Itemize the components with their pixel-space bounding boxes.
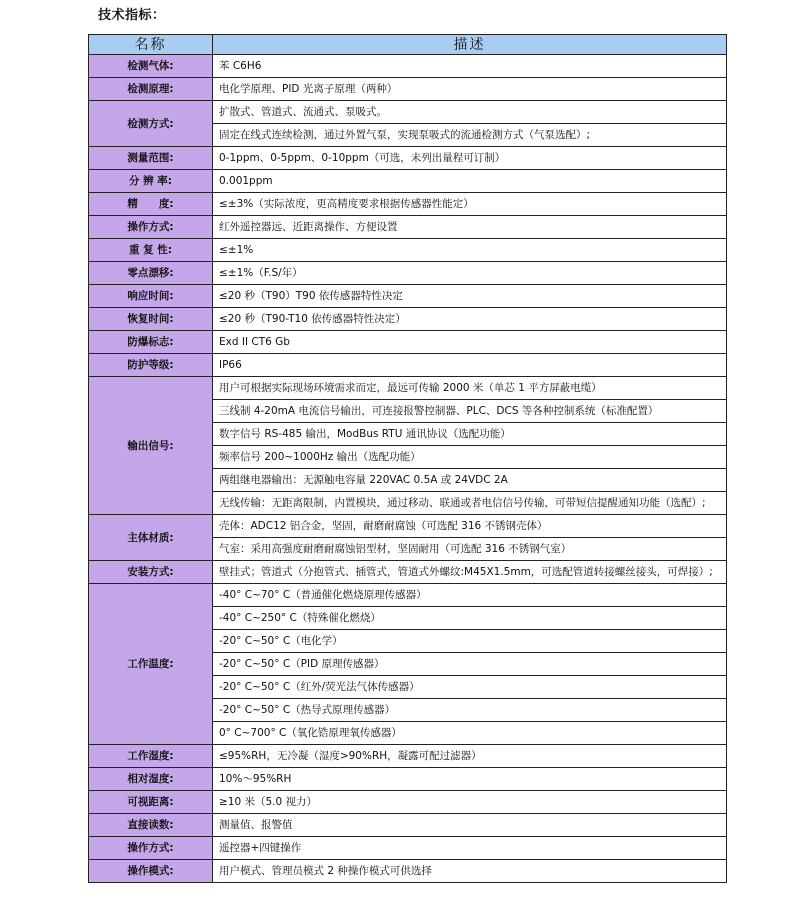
spec-value: Exd II CT6 Gb — [213, 331, 727, 354]
spec-label: 操作方式: — [89, 837, 213, 860]
table-row — [89, 515, 727, 538]
table-row — [89, 331, 727, 354]
spec-value: 气室：采用高强度耐磨耐腐蚀铝型材，坚固耐用（可选配 316 不锈钢气室） — [213, 538, 727, 561]
table-row — [89, 78, 727, 101]
table-row — [89, 745, 727, 768]
spec-value: -40° C~250° C（特殊催化燃烧） — [213, 607, 727, 630]
spec-value: ≥10 米（5.0 视力） — [213, 791, 727, 814]
spec-label: 精 度: — [89, 193, 213, 216]
table-row — [89, 768, 727, 791]
table-row — [89, 262, 727, 285]
spec-value: 三线制 4-20mA 电流信号输出，可连接报警控制器、PLC、DCS 等各种控制系统（标准配置） — [213, 400, 727, 423]
spec-value: ≤95%RH，无冷凝（湿度>90%RH，凝露可配过滤器） — [213, 745, 727, 768]
spec-label: 直接读数: — [89, 814, 213, 837]
spec-value: 壁挂式；管道式（分抱管式、插管式，管道式外螺纹:M45X1.5mm，可选配管道转接螺丝接头，可焊接）; — [213, 561, 727, 584]
table-row — [89, 147, 727, 170]
spec-label: 可视距离: — [89, 791, 213, 814]
spec-label: 输出信号: — [89, 377, 213, 515]
spec-label: 操作方式: — [89, 216, 213, 239]
header-name: 名称 — [89, 35, 213, 55]
spec-label: 检测气体: — [89, 55, 213, 78]
spec-value: -20° C~50° C（PID 原理传感器） — [213, 653, 727, 676]
spec-value: ≤20 秒（T90-T10 依传感器特性决定） — [213, 308, 727, 331]
spec-label: 重 复 性: — [89, 239, 213, 262]
spec-value: 用户可根据实际现场环境需求而定，最远可传输 2000 米（单芯 1 平方屏蔽电缆） — [213, 377, 727, 400]
table-row — [89, 860, 727, 883]
spec-value: 频率信号 200~1000Hz 输出（选配功能） — [213, 446, 727, 469]
table-row — [89, 216, 727, 239]
spec-value: 苯 C6H6 — [213, 55, 727, 78]
spec-value: 数字信号 RS-485 输出，ModBus RTU 通讯协议（选配功能） — [213, 423, 727, 446]
spec-value: 固定在线式连续检测，通过外置气泵，实现泵吸式的流通检测方式（气泵选配）; — [213, 124, 727, 147]
spec-value: 0-1ppm、0-5ppm、0-10ppm（可选，未列出量程可订制） — [213, 147, 727, 170]
spec-label: 零点漂移: — [89, 262, 213, 285]
spec-label: 检测方式: — [89, 101, 213, 147]
spec-value: -20° C~50° C（热导式原理传感器） — [213, 699, 727, 722]
table-row — [89, 308, 727, 331]
spec-value: IP66 — [213, 354, 727, 377]
spec-label: 响应时间: — [89, 285, 213, 308]
table-row — [89, 101, 727, 124]
spec-value: 两组继电器输出：无源触电容量 220VAC 0.5A 或 24VDC 2A — [213, 469, 727, 492]
spec-label: 安装方式: — [89, 561, 213, 584]
table-row — [89, 285, 727, 308]
spec-label: 相对湿度: — [89, 768, 213, 791]
table-row — [89, 354, 727, 377]
spec-value: 壳体：ADC12 铝合金，坚固，耐磨耐腐蚀（可选配 316 不锈钢壳体） — [213, 515, 727, 538]
spec-label: 恢复时间: — [89, 308, 213, 331]
spec-value: ≤±1%（F.S/年） — [213, 262, 727, 285]
table-row — [89, 837, 727, 860]
table-row — [89, 814, 727, 837]
spec-value: -40° C~70° C（普通催化燃烧原理传感器） — [213, 584, 727, 607]
spec-table-body — [89, 55, 727, 883]
spec-label: 工作温度: — [89, 584, 213, 745]
spec-value: -20° C~50° C（电化学） — [213, 630, 727, 653]
spec-value: ≤±1% — [213, 239, 727, 262]
spec-label: 工作湿度: — [89, 745, 213, 768]
spec-label: 检测原理: — [89, 78, 213, 101]
header-desc: 描述 — [213, 35, 727, 55]
spec-value: 无线传输：无距离限制，内置模块，通过移动、联通或者电信信号传输，可带短信提醒通知功能（选配）; — [213, 492, 727, 515]
table-row — [89, 55, 727, 78]
spec-label: 测量范围: — [89, 147, 213, 170]
table-header-row — [89, 35, 727, 55]
spec-label: 防护等级: — [89, 354, 213, 377]
spec-value: 扩散式、管道式、流通式、泵吸式。 — [213, 101, 727, 124]
spec-value: 电化学原理、PID 光离子原理（两种） — [213, 78, 727, 101]
section-title: 技术指标： — [98, 8, 166, 23]
spec-table — [88, 34, 727, 883]
spec-value: 10%～95%RH — [213, 768, 727, 791]
table-row — [89, 170, 727, 193]
spec-value: 0° C~700° C（氧化锆原理氧传感器） — [213, 722, 727, 745]
spec-label: 分 辨 率: — [89, 170, 213, 193]
spec-value: 用户模式、管理员模式 2 种操作模式可供选择 — [213, 860, 727, 883]
spec-value: ≤20 秒（T90）T90 依传感器特性决定 — [213, 285, 727, 308]
spec-value: -20° C~50° C（红外/荧光法气体传感器） — [213, 676, 727, 699]
table-row — [89, 193, 727, 216]
spec-value: 0.001ppm — [213, 170, 727, 193]
spec-value: 红外遥控器远、近距离操作、方便设置 — [213, 216, 727, 239]
table-row — [89, 791, 727, 814]
spec-label: 防爆标志: — [89, 331, 213, 354]
spec-value: ≤±3%（实际浓度，更高精度要求根据传感器性能定） — [213, 193, 727, 216]
spec-value: 测量值、报警值 — [213, 814, 727, 837]
table-row — [89, 561, 727, 584]
spec-label: 主体材质: — [89, 515, 213, 561]
spec-value: 遥控器+四键操作 — [213, 837, 727, 860]
spec-label: 操作模式: — [89, 860, 213, 883]
table-row — [89, 584, 727, 607]
table-row — [89, 377, 727, 400]
table-row — [89, 239, 727, 262]
